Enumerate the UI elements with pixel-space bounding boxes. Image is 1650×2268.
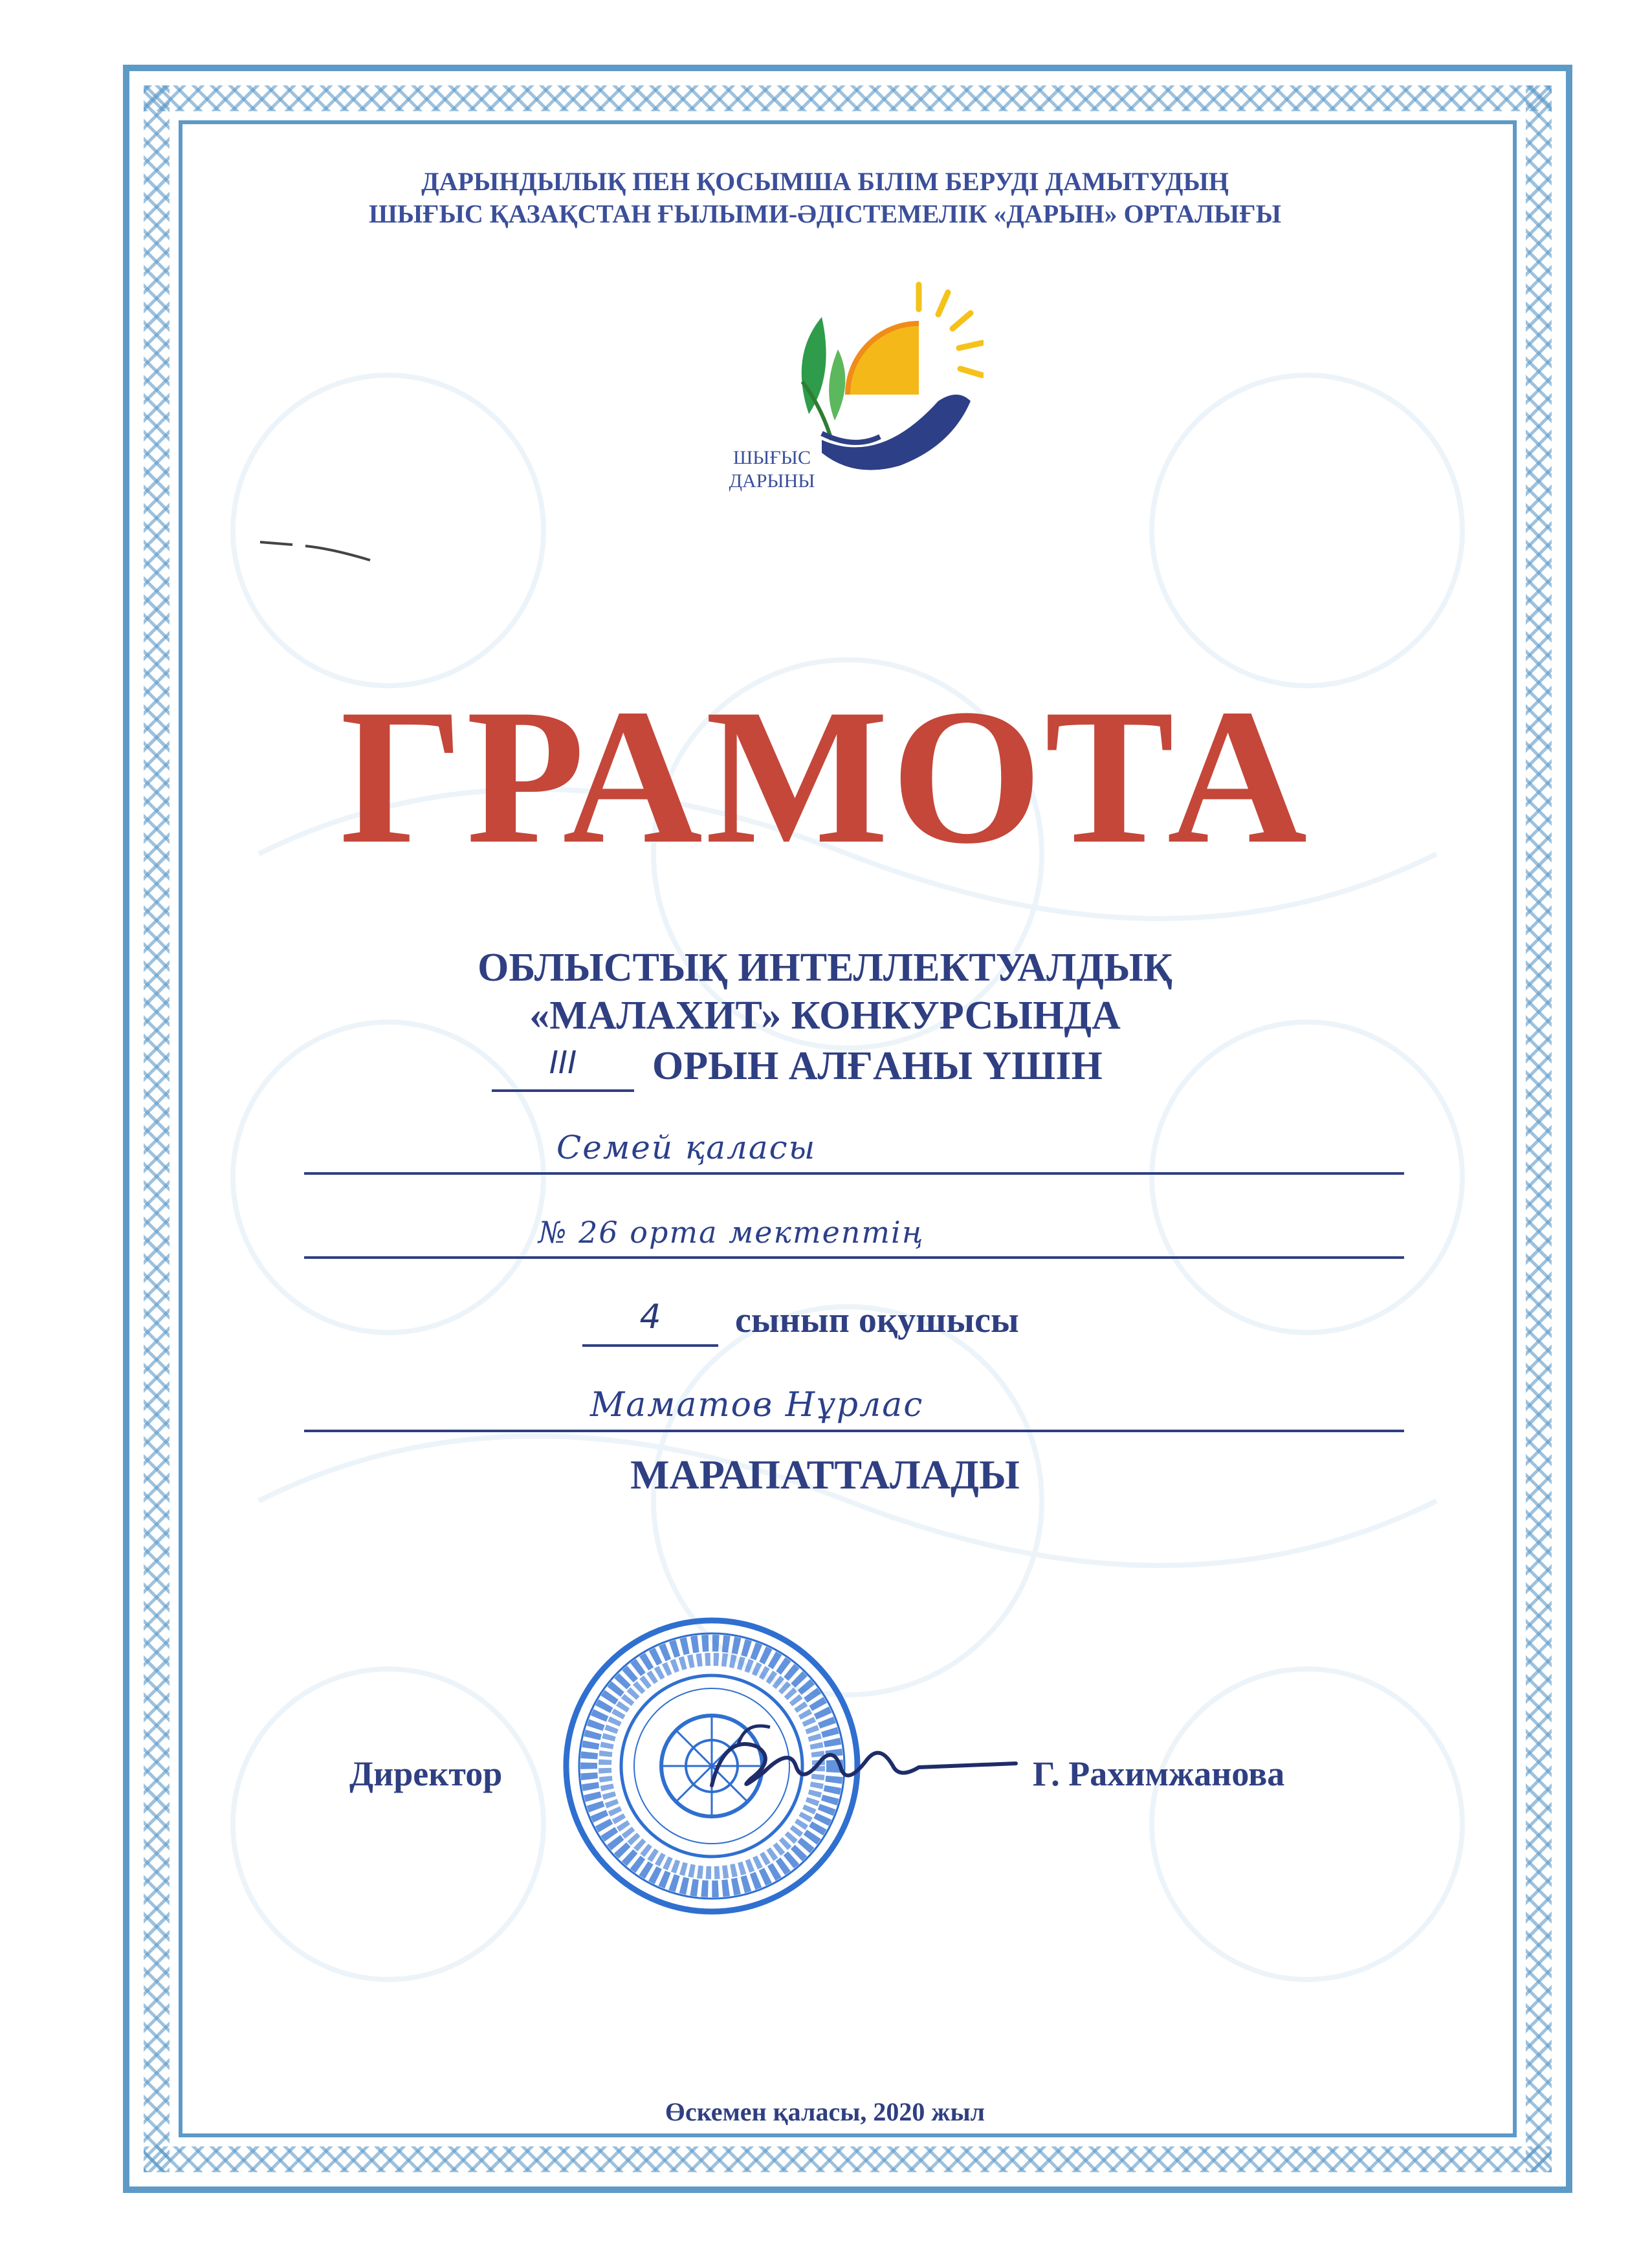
- school-handwritten: № 26 орта мектептің: [538, 1215, 925, 1250]
- class-label: сынып оқушысы: [735, 1300, 1019, 1340]
- city-handwritten: Семей қаласы: [556, 1129, 817, 1166]
- director-label: Директор: [349, 1754, 503, 1793]
- class-blank: [582, 1294, 718, 1347]
- director-signature: [699, 1708, 1022, 1818]
- student-name-handwritten: Маматов Нұрлас: [590, 1386, 924, 1424]
- logo-caption-line-2: ДАРЫНЫ: [729, 470, 815, 492]
- city-line: [304, 1172, 1404, 1175]
- director-name: Г. Рахимжанова: [1033, 1754, 1285, 1793]
- school-line: [304, 1256, 1404, 1259]
- place-label: ОРЫН АЛҒАНЫ ҮШІН: [652, 1044, 1103, 1088]
- border-pattern-top: [144, 85, 1552, 111]
- place-blank: [492, 1040, 634, 1092]
- class-value-handwritten: 4: [639, 1298, 661, 1336]
- awarded-text: МАРАПАТТАЛАДЫ: [630, 1452, 1020, 1498]
- border-pattern-bottom: [144, 2146, 1552, 2172]
- reason-line-2: «МАЛАХИТ» КОНКУРСЫНДА: [529, 994, 1121, 1038]
- footer-place-year: Өскемен қаласы, 2020 жыл: [665, 2097, 985, 2126]
- student-name-line: [304, 1430, 1404, 1432]
- border-pattern-right: [1526, 85, 1552, 2172]
- pen-mark: [254, 529, 383, 568]
- logo-caption: [710, 446, 833, 493]
- reason-line-1: ОБЛЫСТЫҚ ИНТЕЛЛЕКТУАЛДЫҚ: [478, 946, 1172, 990]
- logo-caption-line-1: ШЫҒЫС: [733, 447, 811, 468]
- organization-line-2: ШЫҒЫС ҚАЗАҚСТАН ҒЫЛЫМИ-ӘДІСТЕМЕЛІК «ДАРЫН» ОРТАЛЫҒЫ: [368, 199, 1282, 228]
- certificate-title: ГРАМОТА: [340, 669, 1310, 884]
- border-pattern-left: [144, 85, 170, 2172]
- organization-line-1: ДАРЫНДЫЛЫҚ ПЕН ҚОСЫМША БІЛІМ БЕРУДІ ДАМЫТУДЫҢ: [421, 167, 1229, 196]
- place-value-handwritten: III: [549, 1045, 577, 1081]
